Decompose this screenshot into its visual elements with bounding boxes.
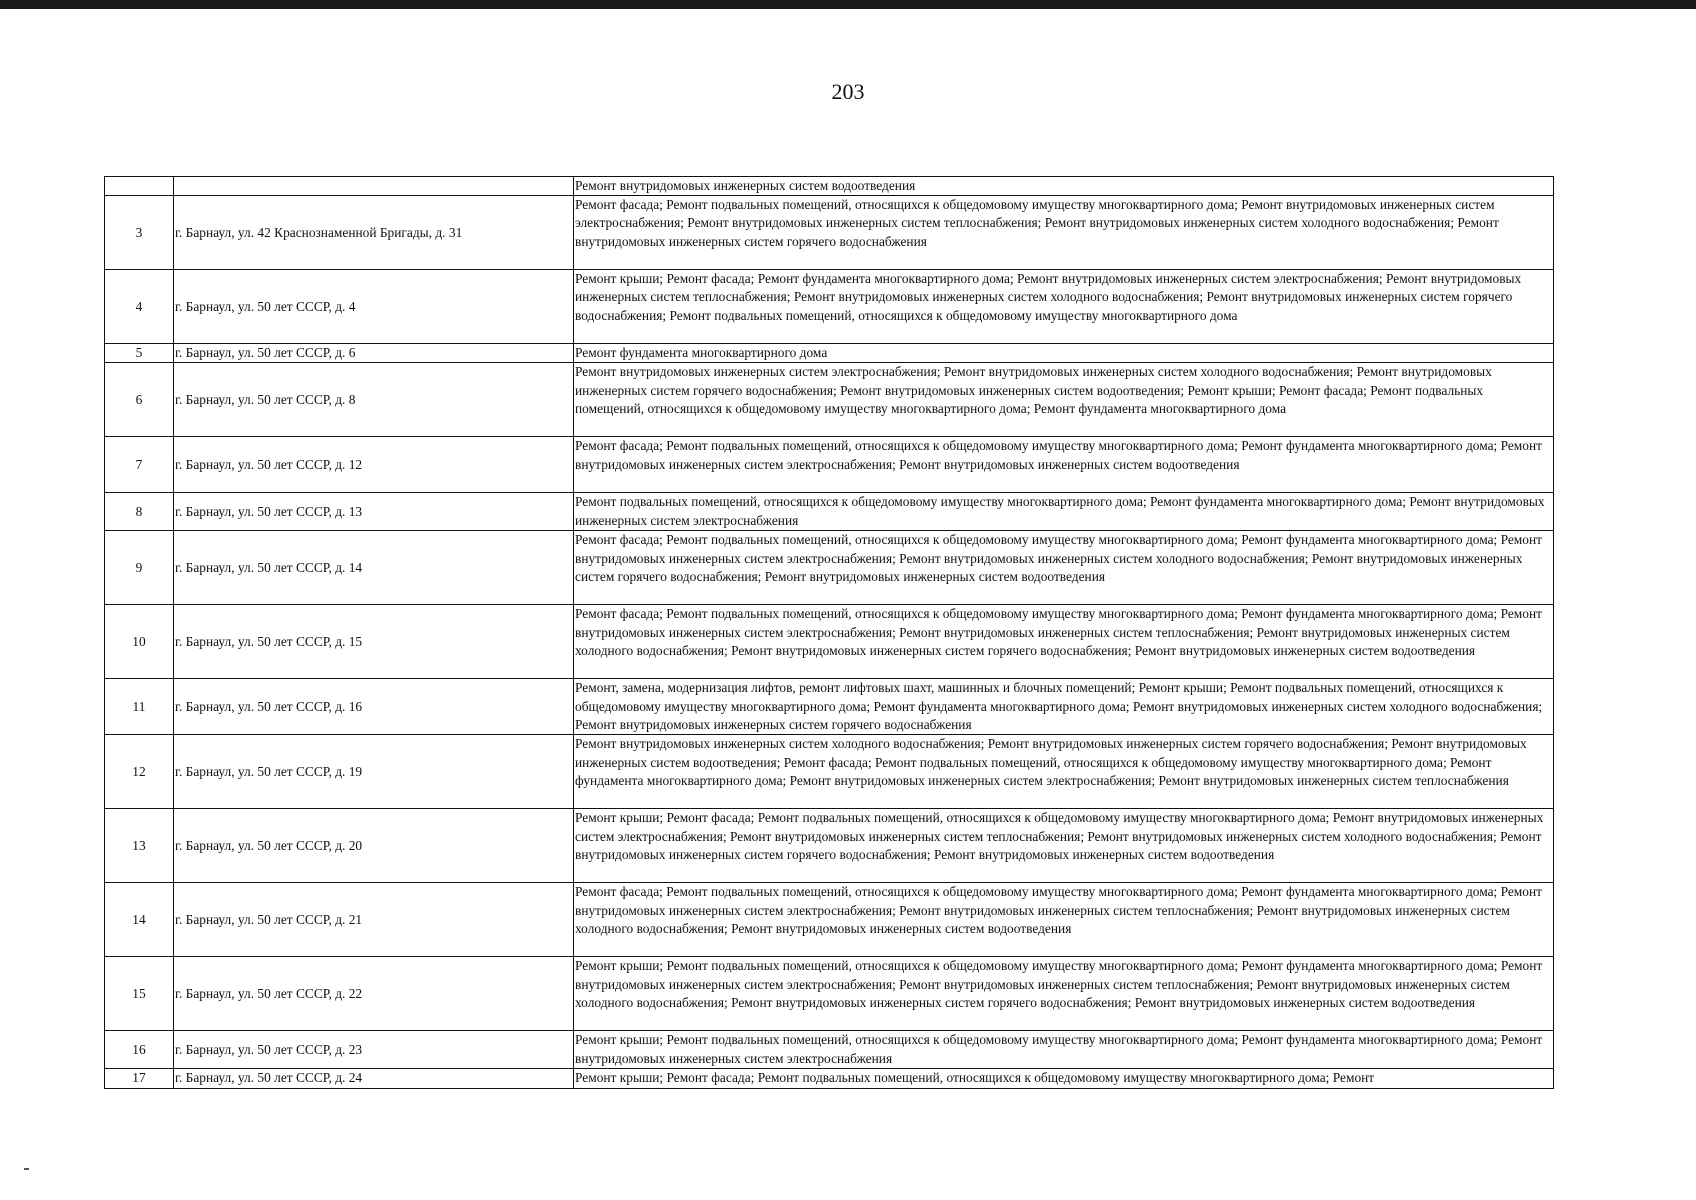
row-number-cell: 6 — [105, 363, 174, 437]
row-number-cell: 5 — [105, 344, 174, 363]
table-row — [105, 437, 1554, 493]
works-cell: Ремонт крыши; Ремонт подвальных помещений, относящихся к общедомовому имуществу многоквартирного дома; Ремонт фундамента многоквартирного дома; Ремонт внутридомовых инженерных систем электроснабжения — [574, 1031, 1554, 1069]
address-cell: г. Барнаул, ул. 42 Краснознаменной Бригады, д. 31 — [174, 196, 574, 270]
works-cell: Ремонт внутридомовых инженерных систем холодного водоснабжения; Ремонт внутридомовых инженерных систем горячего водоснабжения; Ремонт внутридомовых инженерных систем водоотведения; Ремонт фасада; Ремонт подвальных помещений, относящихся к общедомовому имуществу многоквартирного дома; Ремонт фундамента многоквартирного дома; Ремонт внутридомовых инженерных систем электроснабжения; Ремонт внутридомовых инженерных систем теплоснабжения — [574, 735, 1554, 809]
address-cell: г. Барнаул, ул. 50 лет СССР, д. 24 — [174, 1069, 574, 1088]
address-cell: г. Барнаул, ул. 50 лет СССР, д. 21 — [174, 883, 574, 957]
works-cell: Ремонт фасада; Ремонт подвальных помещений, относящихся к общедомовому имуществу многоквартирного дома; Ремонт фундамента многоквартирного дома; Ремонт внутридомовых инженерных систем электроснабжения; Ремонт внутридомовых инженерных систем водоотведения — [574, 437, 1554, 493]
table-row — [105, 531, 1554, 605]
row-number-cell: 16 — [105, 1031, 174, 1069]
table-row — [105, 679, 1554, 735]
works-cell: Ремонт фасада; Ремонт подвальных помещений, относящихся к общедомовому имуществу многоквартирного дома; Ремонт внутридомовых инженерных систем электроснабжения; Ремонт внутридомовых инженерных систем теплоснабжения; Ремонт внутридомовых инженерных систем холодного водоснабжения; Ремонт внутридомовых инженерных систем горячего водоснабжения — [574, 196, 1554, 270]
table-row — [105, 270, 1554, 344]
row-number-cell: 3 — [105, 196, 174, 270]
row-number-cell: 8 — [105, 493, 174, 531]
table-row — [105, 957, 1554, 1031]
address-cell: г. Барнаул, ул. 50 лет СССР, д. 15 — [174, 605, 574, 679]
table-row — [105, 177, 1554, 196]
works-cell: Ремонт фасада; Ремонт подвальных помещений, относящихся к общедомовому имуществу многоквартирного дома; Ремонт фундамента многоквартирного дома; Ремонт внутридомовых инженерных систем электроснабжения; Ремонт внутридомовых инженерных систем холодного водоснабжения; Ремонт внутридомовых инженерных систем горячего водоснабжения; Ремонт внутридомовых инженерных систем водоотведения — [574, 531, 1554, 605]
row-number-cell: 15 — [105, 957, 174, 1031]
works-cell: Ремонт фасада; Ремонт подвальных помещений, относящихся к общедомовому имуществу многоквартирного дома; Ремонт фундамента многоквартирного дома; Ремонт внутридомовых инженерных систем электроснабжения; Ремонт внутридомовых инженерных систем теплоснабжения; Ремонт внутридомовых инженерных систем холодного водоснабжения; Ремонт внутридомовых инженерных систем водоотведения — [574, 883, 1554, 957]
address-cell: г. Барнаул, ул. 50 лет СССР, д. 16 — [174, 679, 574, 735]
table-row — [105, 196, 1554, 270]
row-number-cell: 11 — [105, 679, 174, 735]
works-cell: Ремонт крыши; Ремонт подвальных помещений, относящихся к общедомовому имуществу многоквартирного дома; Ремонт фундамента многоквартирного дома; Ремонт внутридомовых инженерных систем электроснабжения; Ремонт внутридомовых инженерных систем теплоснабжения; Ремонт внутридомовых инженерных систем холодного водоснабжения; Ремонт внутридомовых инженерных систем горячего водоснабжения; Ремонт внутридомовых инженерных систем водоотведения — [574, 957, 1554, 1031]
row-number-cell: 12 — [105, 735, 174, 809]
works-cell: Ремонт внутридомовых инженерных систем электроснабжения; Ремонт внутридомовых инженерных систем холодного водоснабжения; Ремонт внутридомовых инженерных систем горячего водоснабжения; Ремонт внутридомовых инженерных систем водоотведения; Ремонт крыши; Ремонт фасада; Ремонт подвальных помещений, относящихся к общедомовому имуществу многоквартирного дома; Ремонт фундамента многоквартирного дома — [574, 363, 1554, 437]
address-cell: г. Барнаул, ул. 50 лет СССР, д. 12 — [174, 437, 574, 493]
row-number-cell: 7 — [105, 437, 174, 493]
row-number-cell: 13 — [105, 809, 174, 883]
address-cell: г. Барнаул, ул. 50 лет СССР, д. 19 — [174, 735, 574, 809]
row-number-cell: 17 — [105, 1069, 174, 1088]
table-row — [105, 1031, 1554, 1069]
works-cell: Ремонт крыши; Ремонт фасада; Ремонт подвальных помещений, относящихся к общедомовому имуществу многоквартирного дома; Ремонт внутридомовых инженерных систем электроснабжения; Ремонт внутридомовых инженерных систем теплоснабжения; Ремонт внутридомовых инженерных систем холодного водоснабжения; Ремонт внутридомовых инженерных систем горячего водоснабжения; Ремонт внутридомовых инженерных систем водоотведения — [574, 809, 1554, 883]
works-cell: Ремонт внутридомовых инженерных систем водоотведения — [574, 177, 1554, 196]
table-row — [105, 493, 1554, 531]
table-row — [105, 1069, 1554, 1088]
scan-speck — [24, 1168, 29, 1170]
address-cell: г. Барнаул, ул. 50 лет СССР, д. 20 — [174, 809, 574, 883]
table-row — [105, 809, 1554, 883]
row-number-cell: 4 — [105, 270, 174, 344]
row-number-cell: 9 — [105, 531, 174, 605]
table-row — [105, 883, 1554, 957]
address-cell: г. Барнаул, ул. 50 лет СССР, д. 13 — [174, 493, 574, 531]
works-cell: Ремонт фундамента многоквартирного дома — [574, 344, 1554, 363]
address-cell: г. Барнаул, ул. 50 лет СССР, д. 14 — [174, 531, 574, 605]
repair-works-table — [104, 176, 1554, 1089]
address-cell: г. Барнаул, ул. 50 лет СССР, д. 4 — [174, 270, 574, 344]
works-cell: Ремонт подвальных помещений, относящихся к общедомовому имуществу многоквартирного дома; Ремонт фундамента многоквартирного дома; Ремонт внутридомовых инженерных систем электроснабжения — [574, 493, 1554, 531]
works-cell: Ремонт фасада; Ремонт подвальных помещений, относящихся к общедомовому имуществу многоквартирного дома; Ремонт фундамента многоквартирного дома; Ремонт внутридомовых инженерных систем электроснабжения; Ремонт внутридомовых инженерных систем теплоснабжения; Ремонт внутридомовых инженерных систем холодного водоснабжения; Ремонт внутридомовых инженерных систем горячего водоснабжения; Ремонт внутридомовых инженерных систем водоотведения — [574, 605, 1554, 679]
table-row — [105, 344, 1554, 363]
works-cell: Ремонт крыши; Ремонт фасада; Ремонт подвальных помещений, относящихся к общедомовому имуществу многоквартирного дома; Ремонт — [574, 1069, 1554, 1088]
address-cell: г. Барнаул, ул. 50 лет СССР, д. 8 — [174, 363, 574, 437]
table-row — [105, 363, 1554, 437]
row-number-cell — [105, 177, 174, 196]
row-number-cell: 14 — [105, 883, 174, 957]
address-cell — [174, 177, 574, 196]
scan-top-border — [0, 0, 1696, 9]
works-cell: Ремонт крыши; Ремонт фасада; Ремонт фундамента многоквартирного дома; Ремонт внутридомовых инженерных систем электроснабжения; Ремонт внутридомовых инженерных систем теплоснабжения; Ремонт внутридомовых инженерных систем холодного водоснабжения; Ремонт внутридомовых инженерных систем горячего водоснабжения; Ремонт подвальных помещений, относящихся к общедомовому имуществу многоквартирного дома — [574, 270, 1554, 344]
address-cell: г. Барнаул, ул. 50 лет СССР, д. 22 — [174, 957, 574, 1031]
address-cell: г. Барнаул, ул. 50 лет СССР, д. 23 — [174, 1031, 574, 1069]
row-number-cell: 10 — [105, 605, 174, 679]
table-row — [105, 735, 1554, 809]
page-number: 203 — [831, 79, 865, 104]
works-cell: Ремонт, замена, модернизация лифтов, ремонт лифтовых шахт, машинных и блочных помещений; Ремонт крыши; Ремонт подвальных помещений, относящихся к общедомовому имуществу многоквартирного дома; Ремонт фундамента многоквартирного дома; Ремонт внутридомовых инженерных систем холодного водоснабжения; Ремонт внутридомовых инженерных систем горячего водоснабжения — [574, 679, 1554, 735]
table-row — [105, 605, 1554, 679]
address-cell: г. Барнаул, ул. 50 лет СССР, д. 6 — [174, 344, 574, 363]
